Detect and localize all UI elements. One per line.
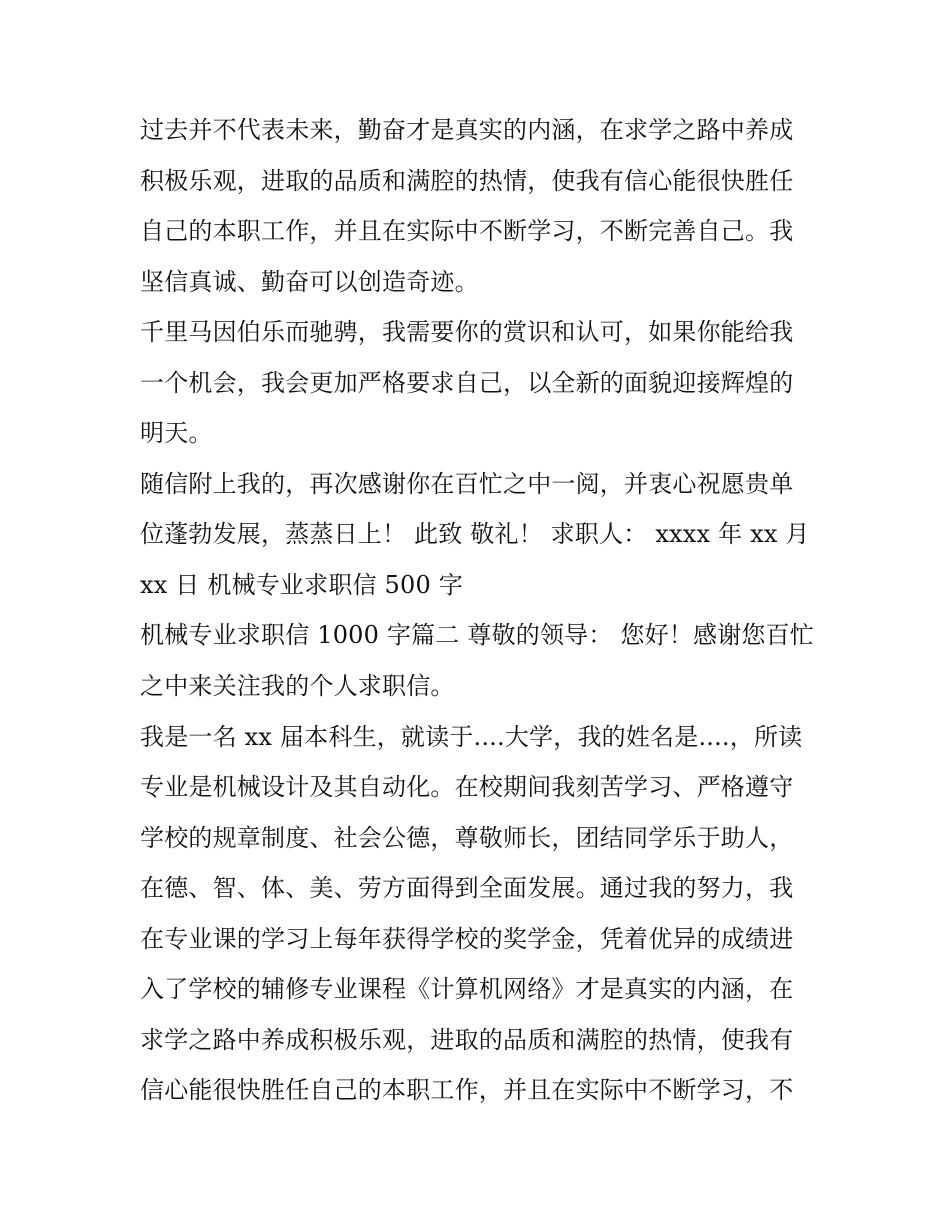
text-line: 在专业课的学习上每年获得学校的奖学金，凭着优异的成绩进 bbox=[140, 925, 794, 953]
text-line: 过去并不代表未来，勤奋才是真实的内涵，在求学之路中养成 bbox=[140, 116, 794, 144]
text-line: 在德、智、体、美、劳方面得到全面发展。通过我的努力，我 bbox=[140, 874, 794, 902]
text-line: 明天。 bbox=[140, 419, 213, 447]
text-line: 坚信真诚、勤奋可以创造奇迹。 bbox=[140, 268, 479, 296]
text-line: 随信附上我的，再次感谢你在百忙之中一阅，并衷心祝愿贵单 bbox=[140, 470, 794, 498]
text-line: 机械专业求职信 1000 字篇二 尊敬的领导： 您好！感谢您百忙 bbox=[140, 621, 814, 649]
text-line: 之中来关注我的个人求职信。 bbox=[140, 672, 455, 700]
text-line: 学校的规章制度、社会公德，尊敬师长，团结同学乐于助人， bbox=[140, 824, 794, 852]
text-line: 位蓬勃发展，蒸蒸日上！ 此致 敬礼！ 求职人： xxxx 年 xx 月 bbox=[140, 520, 810, 548]
text-line: 入了学校的辅修专业课程《计算机网络》才是真实的内涵，在 bbox=[140, 975, 794, 1003]
text-line: 求学之路中养成积极乐观，进取的品质和满腔的热情，使我有 bbox=[140, 1026, 794, 1054]
text-line: 专业是机械设计及其自动化。在校期间我刻苦学习、严格遵守 bbox=[140, 773, 794, 801]
text-line: 积极乐观，进取的品质和满腔的热情，使我有信心能很快胜任 bbox=[140, 167, 794, 195]
text-line: 一个机会，我会更加严格要求自己，以全新的面貌迎接辉煌的 bbox=[140, 369, 794, 397]
text-line: 自己的本职工作，并且在实际中不断学习，不断完善自己。我 bbox=[140, 217, 794, 245]
text-line: 千里马因伯乐而驰骋，我需要你的赏识和认可，如果你能给我 bbox=[140, 318, 794, 346]
text-line: 我是一名 xx 届本科生，就读于....大学，我的姓名是....，所读 bbox=[140, 723, 803, 751]
text-line: xx 日 机械专业求职信 500 字 bbox=[140, 571, 463, 599]
text-line: 信心能很快胜任自己的本职工作，并且在实际中不断学习，不 bbox=[140, 1076, 794, 1104]
